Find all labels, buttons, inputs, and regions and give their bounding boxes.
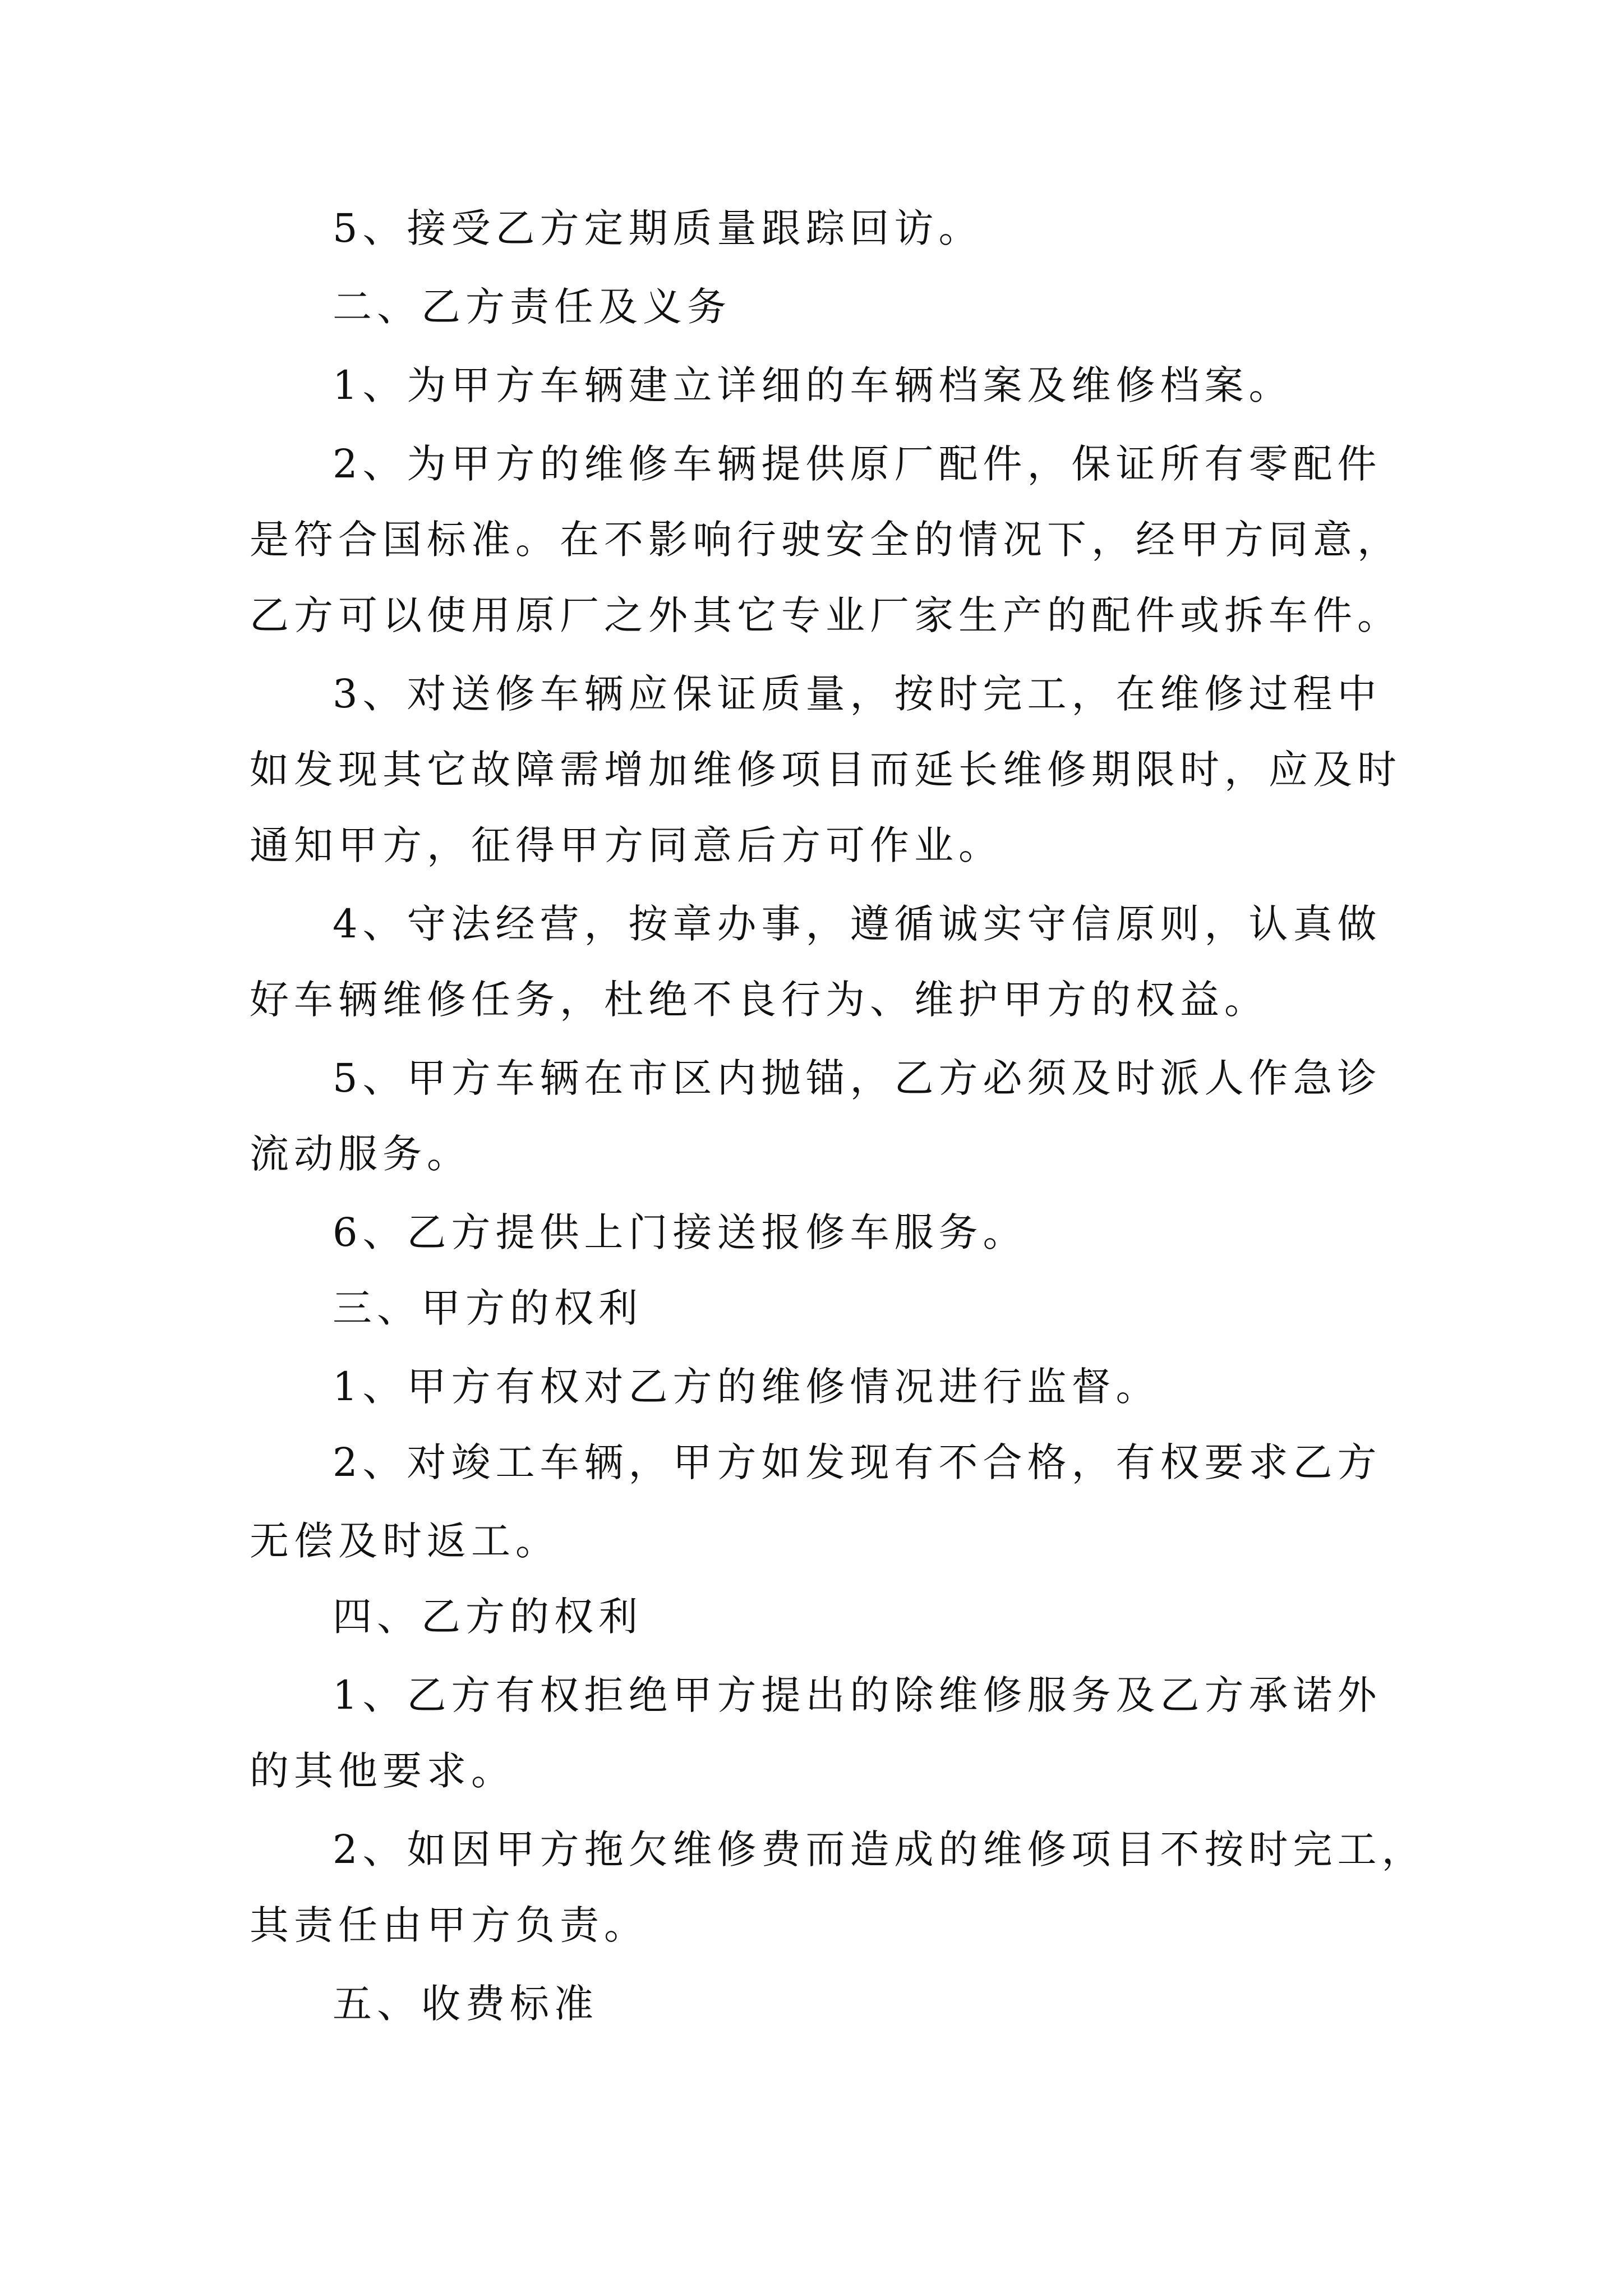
paragraph-line: 如发现其它故障需增加维修项目而延长维修期限时，应及时	[250, 747, 1401, 793]
paragraph-line: 1、乙方有权拒绝甲方提出的除维修服务及乙方承诺外	[333, 1672, 1382, 1718]
paragraph-line: 6、乙方提供上门接送报修车服务。	[333, 1209, 1027, 1255]
paragraph-line: 4、守法经营，按章办事，遵循诚实守信原则，认真做	[333, 901, 1382, 947]
section-heading: 五、收费标准	[333, 1981, 598, 2027]
paragraph-line: 2、为甲方的维修车辆提供原厂配件，保证所有零配件	[333, 441, 1382, 487]
paragraph-line: 1、为甲方车辆建立详细的车辆档案及维修档案。	[333, 362, 1293, 408]
section-heading: 四、乙方的权利	[333, 1594, 643, 1640]
paragraph-line: 好车辆维修任务，杜绝不良行为、维护甲方的权益。	[250, 977, 1269, 1023]
paragraph-line: 其责任由甲方负责。	[250, 1902, 648, 1948]
paragraph-line: 2、如因甲方拖欠维修费而造成的维修项目不按时完工，	[333, 1826, 1426, 1872]
paragraph-line: 1、甲方有权对乙方的维修情况进行监督。	[333, 1364, 1160, 1410]
section-heading: 二、乙方责任及义务	[333, 284, 731, 330]
paragraph-line: 通知甲方，征得甲方同意后方可作业。	[250, 822, 1003, 868]
paragraph-line: 乙方可以使用原厂之外其它专业厂家生产的配件或拆车件。	[250, 592, 1401, 638]
paragraph-line: 5、甲方车辆在市区内抛锚，乙方必须及时派人作急诊	[333, 1055, 1382, 1101]
paragraph-line: 是符合国标准。在不影响行驶安全的情况下，经甲方同意，	[250, 517, 1401, 563]
section-heading: 三、甲方的权利	[333, 1285, 643, 1331]
paragraph-line: 流动服务。	[250, 1131, 471, 1177]
paragraph-line: 5、接受乙方定期质量跟踪回访。	[333, 205, 983, 251]
paragraph-line: 无偿及时返工。	[250, 1518, 560, 1564]
paragraph-line: 2、对竣工车辆，甲方如发现有不合格，有权要求乙方	[333, 1439, 1382, 1485]
paragraph-line: 的其他要求。	[250, 1748, 515, 1794]
paragraph-line: 3、对送修车辆应保证质量，按时完工，在维修过程中	[333, 671, 1382, 717]
